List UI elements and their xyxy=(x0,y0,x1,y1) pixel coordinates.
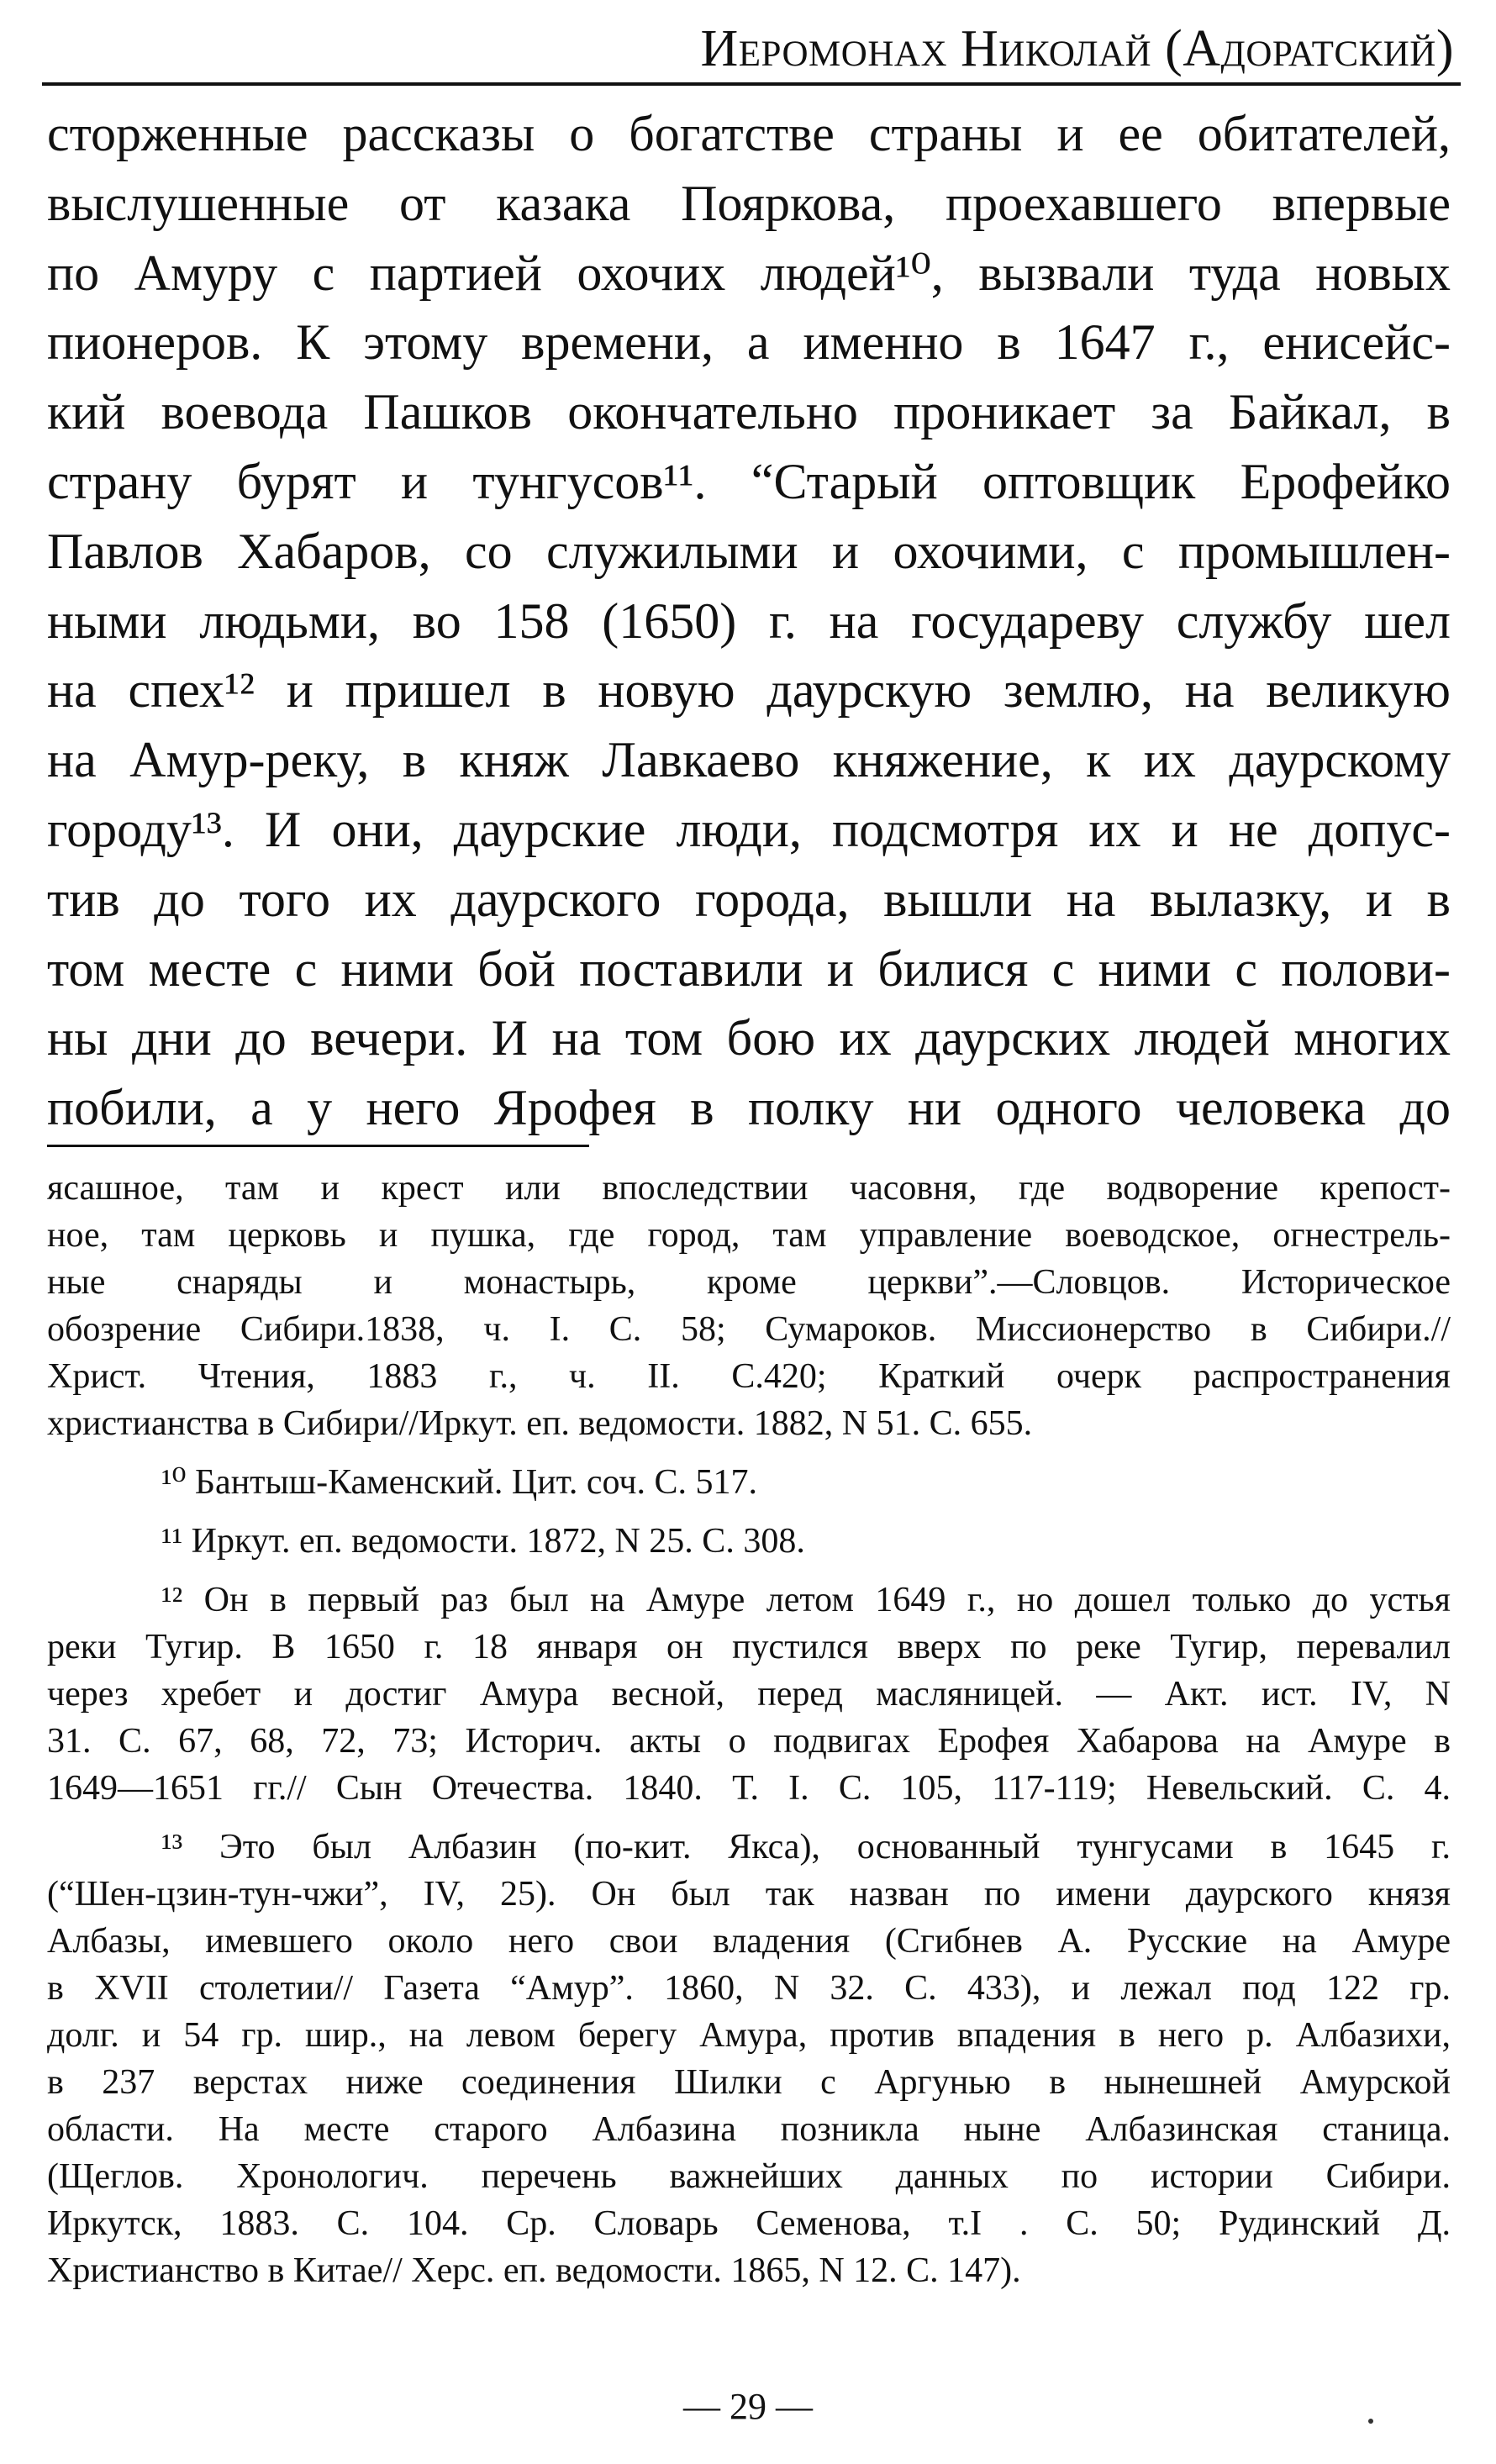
page-number: — 29 — xyxy=(683,2386,813,2427)
body-line: кий воевода Пашков окончательно проникает за Байкал, в xyxy=(47,384,1451,440)
footnote-line: 31. С. 67, 68, 72, 73; Историч. акты о подвигах Ерофея Хабарова на Амуре в xyxy=(47,1722,1451,1761)
body-line: побили, а у него Ярофея в полку ни одного человека до xyxy=(47,1080,1451,1136)
footnote-line: ясашное, там и крест или впоследствии часовня, где водворение крепост- xyxy=(47,1169,1451,1208)
body-line: ными людьми, во 158 (1650) г. на государеву службу шел xyxy=(47,592,1451,649)
header-rule xyxy=(42,82,1461,86)
body-line: страну бурят и тунгусов¹¹. “Старый оптовщик Ерофейко xyxy=(47,453,1451,509)
footnote-line: долг. и 54 гр. шир., на левом берегу Амура, против впадения в него р. Албазихи, xyxy=(47,2016,1451,2055)
body-line: тив до того их даурского города, вышли на вылазку, и в xyxy=(47,871,1451,927)
body-line: Павлов Хабаров, со служилыми и охочими, с промышлен- xyxy=(47,523,1451,579)
body-line: городу¹³. И они, даурские люди, подсмотря их и не допус- xyxy=(47,801,1451,857)
footnote-line: Христианство в Китае// Херс. еп. ведомости. 1865, N 12. С. 147). xyxy=(47,2251,1021,2290)
body-line: выслушенные от казака Пояркова, проехавшего впервые xyxy=(47,175,1451,231)
body-line: на спех¹² и пришел в новую даурскую землю, на великую xyxy=(47,662,1451,719)
running-header: Иеромонах Николай (Адоратский) xyxy=(700,20,1454,77)
footnote-line: реки Тугир. В 1650 г. 18 января он пустился вверх по реке Тугир, перевалил xyxy=(47,1628,1451,1666)
body-line: ны дни до вечери. И на том бою их даурских людей многих xyxy=(47,1010,1451,1066)
footnote-line: обозрение Сибири.1838, ч. I. С. 58; Сумароков. Миссионерство в Сибири.// xyxy=(47,1310,1451,1349)
footnote-line: Албазы, имевшего около него свои владения (Сгибнев А. Русские на Амуре xyxy=(47,1922,1451,1961)
footnote-line: в XVII столетии// Газета “Амур”. 1860, N 32. С. 433), и лежал под 122 гр. xyxy=(47,1969,1451,2008)
footnote-line: ¹³ Это был Албазин (по-кит. Якса), основанный тунгусами в 1645 г. xyxy=(161,1828,1451,1866)
body-line: том месте с ними бой поставили и билися с ними с полови- xyxy=(47,940,1451,997)
footnote-line: Христ. Чтения, 1883 г., ч. II. С.420; Краткий очерк распространения xyxy=(47,1357,1451,1396)
footnote-10: ¹⁰ Бантыш-Каменский. Цит. соч. С. 517. xyxy=(161,1463,758,1502)
footnote-line: области. На месте старого Албазина позникла ныне Албазинская станица. xyxy=(47,2110,1451,2149)
footnote-line: через хребет и достиг Амура весной, перед масляницей. — Акт. ист. IV, N xyxy=(47,1675,1451,1714)
footnotes xyxy=(47,1165,1451,2294)
body-line: пионеров. К этому времени, а именно в 1647 г., енисейс- xyxy=(47,314,1451,371)
footnote-line: (Щеглов. Хронологич. перечень важнейших данных по истории Сибири. xyxy=(47,2157,1451,2196)
footnote-13 xyxy=(47,1824,1451,2294)
footnote-11: ¹¹ Иркут. еп. ведомости. 1872, N 25. С. 308. xyxy=(161,1522,805,1561)
footnote-12 xyxy=(47,1577,1451,1812)
footnote-line: христианства в Сибири//Иркут. еп. ведомости. 1882, N 51. С. 655. xyxy=(47,1404,1033,1443)
body-line: по Амуру с партией охочих людей¹⁰, вызвали туда новых xyxy=(47,245,1451,301)
footnote-line: ное, там церковь и пушка, где город, там управление воеводское, огнестрель- xyxy=(47,1216,1451,1255)
footnote-continued xyxy=(47,1165,1451,1447)
footnote-line: в 237 верстах ниже соединения Шилки с Аргунью в нынешней Амурской xyxy=(47,2063,1451,2102)
main-text xyxy=(47,99,1451,1143)
footnote-line: (“Шен-цзин-тун-чжи”, IV, 25). Он был так назван по имени даурского князя xyxy=(47,1875,1451,1914)
footnote-separator xyxy=(47,1145,589,1147)
footnote-line: ные снаряды и монастырь, кроме церкви”.—Словцов. Историческое xyxy=(47,1263,1451,1302)
footnote-line: 1649—1651 гг.// Сын Отечества. 1840. Т. I. С. 105, 117-119; Невельский. С. 4. xyxy=(47,1769,1451,1808)
body-line: сторженные рассказы о богатстве страны и ее обитателей, xyxy=(47,106,1451,161)
footnote-line: ¹² Он в первый раз был на Амуре летом 1649 г., но дошел только до устья xyxy=(161,1581,1451,1619)
print-speck xyxy=(1368,2419,1373,2424)
footnote-line: Иркутск, 1883. С. 104. Ср. Словарь Семенова, т.I . С. 50; Рудинский Д. xyxy=(47,2204,1451,2243)
body-line: на Амур-реку, в княж Лавкаево княжение, к их даурскому xyxy=(47,732,1451,788)
